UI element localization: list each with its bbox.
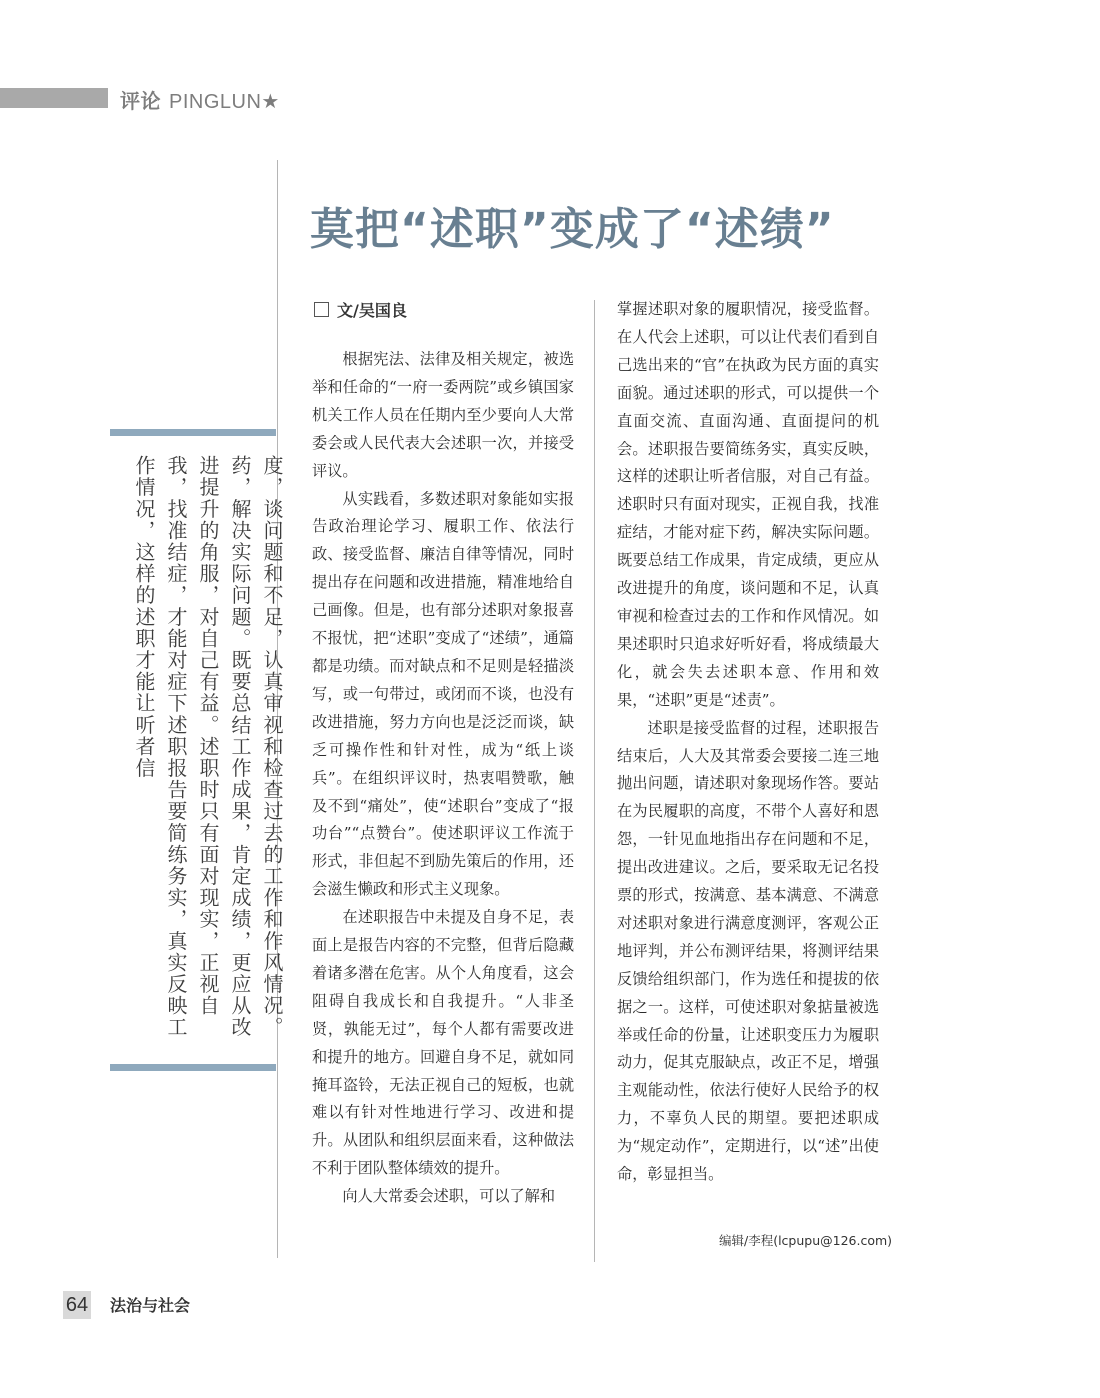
paragraph: 从实践看，多数述职对象能如实报告政治理论学习、履职工作、依法行政、接受监督、廉洁自律等情况，同时提出存在问题和改进措施，精准地给自己画像。但是，也有部分述职对象报喜不报忧，把“述职”变成了“述绩”，通篇都是功绩。而对缺点和不足则是轻描淡写，或一句带过，或闭而不谈，也没有改进措施，努力方向也是泛泛而谈，缺乏可操作性和针对性，成为“纸上谈兵”。在组织评议时，热衷唱赞歌，触及不到“痛处”，使“述职台”变成了“报功台”“点赞台”。使述职评议工作流于形式，非但起不到励先策后的作用，还会滋生懒政和形式主义现象。 <box>312 489 574 899</box>
section-label-en: PINGLUN★ <box>169 91 280 113</box>
paragraph: 掌握述职对象的履职情况，接受监督。在人代会上述职，可以让代表们看到自己选出来的“官”在执政为民方面的真实面貌。通过述职的形式，可以提供一个直面交流、直面沟通、直面提问的机会。述职报告要简练务实，真实反映，这样的述职让听者信服，对自己有益。述职时只有面对现实，正视自我，找准症结，才能对症下药，解决实际问题。既要总结工作成果，肯定成绩，更应从改进提升的角度，谈问题和不足，认真审视和检查过去的工作和作风情况。如果述职时只追求好听好看，将成绩最大化，就会失去述职本意、作用和效果，“述职”更是“述责”。 <box>617 300 879 709</box>
pullquote-top-bar <box>110 429 276 436</box>
section-color-bar <box>0 88 108 108</box>
pullquote-bottom-bar <box>110 1064 276 1071</box>
body-column-1 <box>312 346 574 1211</box>
section-label-cn: 评论 <box>120 89 161 113</box>
magazine-name: 法治与社会 <box>110 1296 191 1315</box>
paragraph: 向人大常委会述职，可以了解和 <box>342 1187 556 1206</box>
section-label <box>120 85 280 114</box>
article-title: 莫把“述职”变成了“述绩” <box>310 204 835 255</box>
column-divider-middle <box>594 300 595 1262</box>
editor-credit: 编辑/李程(lcpupu@126.com) <box>719 1233 893 1248</box>
byline-text: 文/吴国良 <box>337 301 407 320</box>
byline <box>314 298 407 321</box>
paragraph: 述职是接受监督的过程，述职报告结束后，人大及其常委会要接二连三地抛出问题，请述职对象现场作答。要站在为民履职的高度，不带个人喜好和恩怨，一针见血地指出存在问题和不足，提出改进建议。之后，要采取无记名投票的形式，按满意、基本满意、不满意对述职对象进行满意度测评，客观公正地评判，并公布测评结果，将测评结果反馈给组织部门，作为选任和提拔的依据之一。这样，可使述职对象掂量被选举或任命的份量，让述职变压力为履职动力，促其克服缺点，改正不足，增强主观能动性，依法行使好人民给予的权力，不辜负人民的期望。要把述职成为“规定动作”，定期进行，以“述”出使命，彰显担当。 <box>617 718 879 1184</box>
paragraph: 在述职报告中未提及自身不足，表面上是报告内容的不完整，但背后隐藏着诸多潜在危害。从个人角度看，这会阻碍自我成长和自我提升。“人非圣贤，孰能无过”，每个人都有需要改进和提升的地方。回避自身不足，就如同掩耳盗铃，无法正视自己的短板，也就难以有针对性地进行学习、改进和提升。从团队和组织层面来看，这种做法不利于团队整体绩效的提升。 <box>312 908 574 1178</box>
page-number: 64 <box>63 1291 91 1319</box>
paragraph: 根据宪法、法律及相关规定，被选举和任命的“一府一委两院”或乡镇国家机关工作人员在任期内至少要向人大常委会或人民代表大会述职一次，并接受评议。 <box>312 350 574 480</box>
pullquote: 度，谈问题和不足，认真审视和检查过去的工作和作风情况。药，解决实际问题。既要总结工作成果，肯定成绩，更应从改进提升的角服，对自己有益。述职时只有面对现实，正视自我，找准结症，才能对症下述职报告要简练务实，真实反映工作情况，这样的述职才能让听者信 <box>132 455 284 1039</box>
byline-box-icon <box>314 302 329 317</box>
body-column-2 <box>617 296 879 1189</box>
